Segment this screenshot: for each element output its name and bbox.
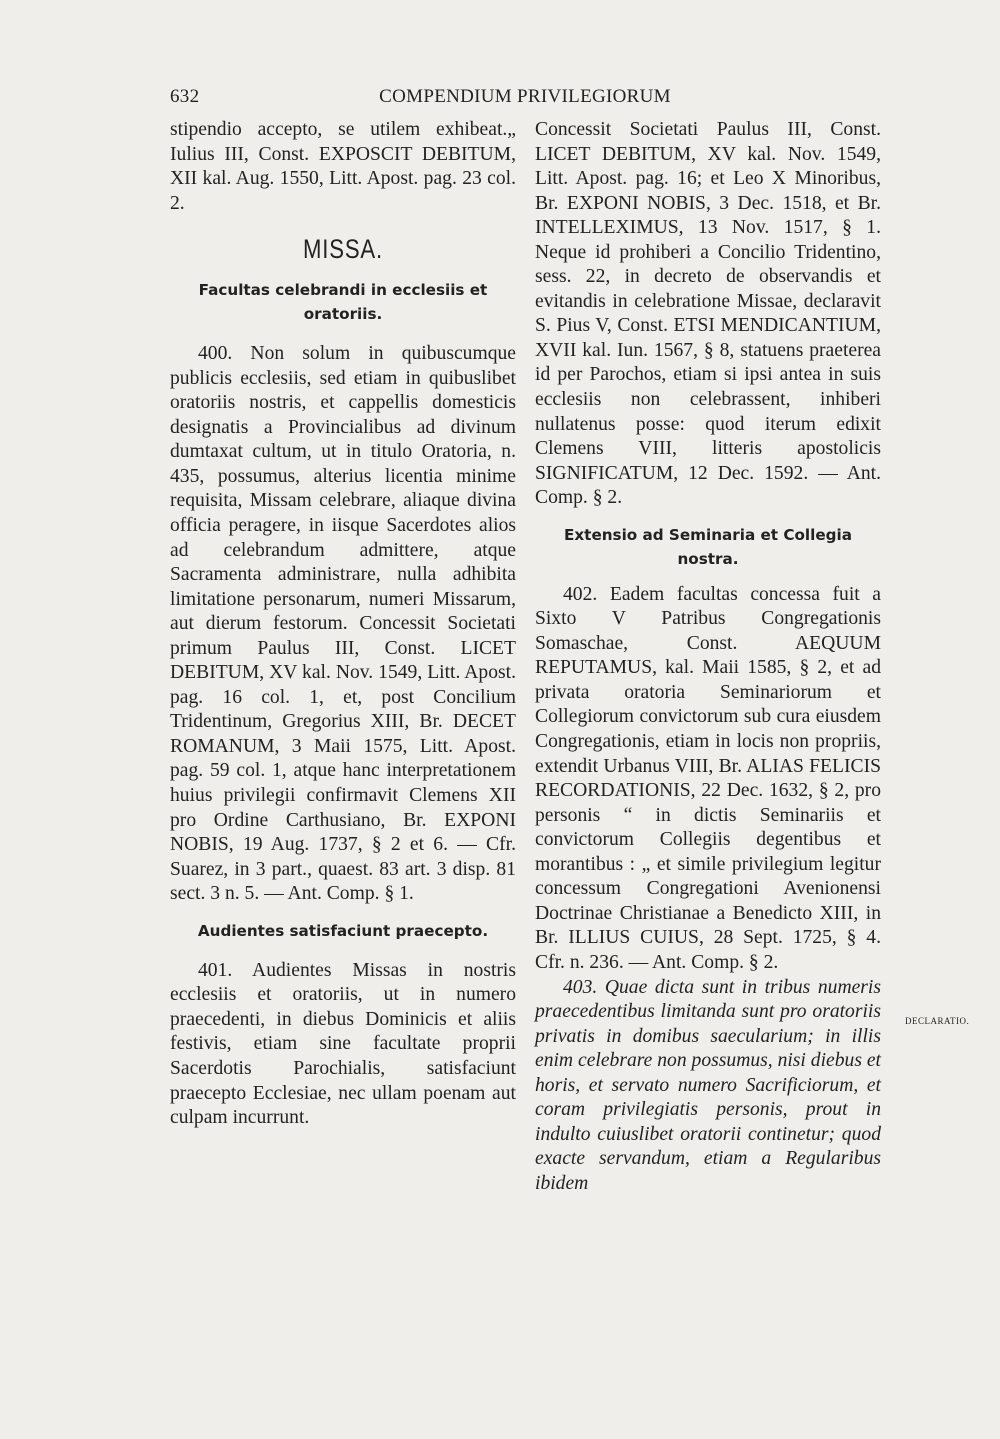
margin-note: DECLARATIO. (905, 1016, 970, 1026)
paragraph-continued: stipendio accepto, se utilem exhibeat.„ Iulius III, Const. EXPOSCIT DEBITUM, XII kal. Aug. 1550, Litt. Apost. pag. 23 col. 2. (170, 119, 516, 214)
paragraph-402: 402. Eadem facultas concessa fuit a Sixto V Patribus Congregationis Somaschae, Const. AEQUUM REPUTAMUS, kal. Maii 1585, § 2, et ad privata oratoria Seminariorum et Collegiorum convictorum sub cura eiusdem Congregationis, etiam in locis non propriis, extendit Urbanus VIII, Br. ALIAS FELICIS RECORDATIONIS, 22 Dec. 1632, § 2, pro personis “ in dictis Seminariis et convictorum Collegiis degentibus et morantibus : „ et simile privilegium legitur concessum Congregationi Avenionensi Doctrinae Christianae a Benedicto XIII, in Br. ILLIUS CUIUS, 28 Sept. 1725, § 4. Cfr. n. 236. — Ant. Comp. § 2. (535, 583, 881, 973)
page-header (170, 86, 880, 114)
paragraph-400: 400. Non solum in quibuscumque publicis ecclesiis, sed etiam in quibuslibet oratoriis nostris, et cappellis domesticis designatis a Provincialibus ad divinum dumtaxat cultum, ut in titulo Oratoria, n. 435, possumus, alterius licentia minime requisita, Missam celebrare, aliaque divina officia peragere, in iisque Sacerdotes alios ad celebrandum admittere, atque Sacramenta administrare, nulla adhibita limitatione personarum, numeri Missarum, aut dierum festorum. Concessit Societati primum Paulus III, Const. LICET DEBITUM, XV kal. Nov. 1549, Litt. Apost. pag. 16 col. 1, et, post Concilium Tridentinum, Gregorius XIII, Br. DECET ROMANUM, 3 Maii 1575, Litt. Apost. pag. 59 col. 1, atque hanc interpretationem huius privilegii confirmavit Clemens XII pro Ordine Carthusiano, Br. EXPONI NOBIS, 19 Aug. 1737, § 2 et 6. — Cfr. Suarez, in 3 part., quaest. 83 art. 3 disp. 81 sect. 3 n. 5. — Ant. Comp. § 1. (170, 343, 516, 905)
right-column (535, 118, 881, 1196)
subheading-facultas: Facultas celebrandi in ecclesiis et oratoriis. (198, 281, 488, 324)
left-column (170, 118, 516, 1131)
paragraph-concessit: Concessit Societati Paulus III, Const. LICET DEBITUM, XV kal. Nov. 1549, Litt. Apost. pag. 16; et Leo X Minoribus, Br. EXPONI NOBIS, 3 Dec. 1518, et Br. INTELLEXIMUS, 13 Nov. 1517, § 1. Neque id prohiberi a Concilio Tridentino, sess. 22, in decreto de observandis et evitandis in celebratione Missae, declaravit S. Pius V, Const. ETSI MENDICANTIUM, XVII kal. Iun. 1567, § 8, statuens praeterea id per Parochos, etiam si ipsi antea in suis ecclesiis non celebrassent, inhiberi nullatenus posse: quod iterum edixit Clemens VIII, litteris apostolicis SIGNIFICATUM, 12 Dec. 1592. — Ant. Comp. § 2. (535, 119, 881, 509)
subheading-audientes: Audientes satisfaciunt praecepto. (197, 921, 489, 940)
paragraph-403: 403. Quae dicta sunt in tribus numeris praecedentibus limitanda sunt pro oratoriis privatis in domibus saecularium; in illis enim celebrare non possumus, nisi diebus et horis, et servato numero Sacrificiorum, et coram privilegiatis personis, prout in indulto cuiuslibet oratorii continetur; quod exacte servandum, etiam a Regularibus ibidem (535, 976, 881, 1194)
paragraph-401: 401. Audientes Missas in nostris ecclesiis et oratoriis, ut in numero praecedenti, in diebus Dominicis et aliis festivis, etiam sine facultate proprii Sacerdotis Parochialis, satisfaciunt praecepto Ecclesiae, nec ullam poenam aut culpam incurrunt. (170, 959, 516, 1129)
page-number: 632 (170, 86, 200, 107)
running-title: COMPENDIUM PRIVILEGIORUM (379, 86, 671, 107)
section-title: MISSA. (303, 234, 383, 265)
subheading-extensio: Extensio ad Seminaria et Collegia nostra. (564, 525, 852, 568)
